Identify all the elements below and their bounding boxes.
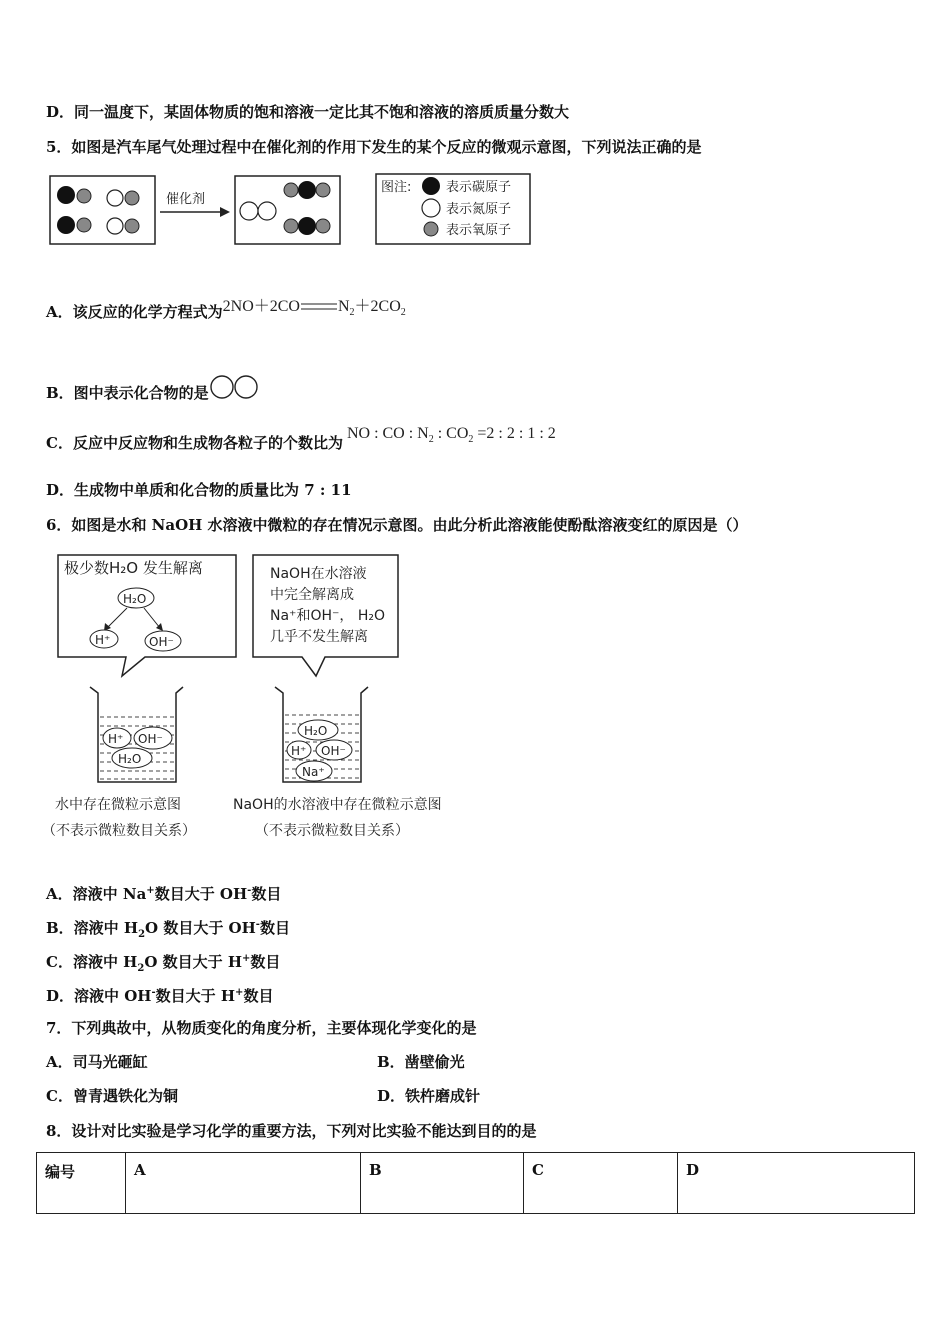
text: O 数目大于 OH [145,919,256,937]
co-molecule [57,216,91,234]
caption-naoh: NaOH的水溶液中存在微粒示意图 [233,797,442,813]
beaker1-h: H⁺ [108,732,124,746]
sup: - [247,885,252,896]
header-d: D [678,1153,915,1214]
q5-option-d: D．生成物中单质和化合物的质量比为 7 : 11 [46,481,352,499]
bubble1-h2o: H₂O [123,592,147,606]
bubble2-line4: 几乎不发生解离 [270,629,368,645]
header-b: B [361,1153,524,1214]
equation-left: 2NO＋2CO [222,298,300,315]
beaker-water [90,687,183,782]
nitrogen-atom-icon [422,199,440,217]
bubble1-h: H⁺ [95,633,111,647]
text: A．溶液中 Na [46,885,147,903]
text: C．溶液中 H [46,953,138,971]
carbon-atom-icon [422,177,440,195]
q5-option-c [46,425,556,460]
sub: 2 [138,929,146,940]
co2-molecule [284,181,330,199]
q6-option-c [46,949,280,979]
q8-stem: 8．设计对比实验是学习化学的重要方法，下列对比实验不能达到目的的是 [46,1122,537,1140]
equation-n2-sub: 2 [349,307,355,319]
bubble2-line2: 中完全解离成 [270,587,354,603]
header-number: 编号 [37,1153,126,1214]
q7-option-a: A．司马光砸缸 [46,1053,148,1071]
ratio-part: : CO [433,425,469,442]
q6-particle-diagram [40,550,490,850]
q5-option-c-text: C．反应中反应物和生成物各粒子的个数比为 [46,434,343,452]
q5-stem: 5．如图是汽车尾气处理过程中在催化剂的作用下发生的某个反应的微观示意图，下列说法正确的是 [46,138,702,156]
ratio-sub: 2 [468,434,474,446]
beaker1-h2o: H₂O [118,752,142,766]
header-a: A [126,1153,361,1214]
q7-option-d: D．铁杵磨成针 [377,1087,481,1105]
beaker2-h: H⁺ [291,744,307,758]
beaker2-na: Na⁺ [302,765,325,779]
q5-option-b-text: B．图中表示化合物的是 [46,384,209,402]
bubble1-title: 极少数H₂O 发生解离 [64,559,203,577]
sup: + [146,885,155,896]
beaker2-oh: OH⁻ [321,744,346,758]
q4-option-d: D．同一温度下，某固体物质的饱和溶液一定比其不饱和溶液的溶质质量分数大 [46,103,570,121]
ratio-part: NO : CO : N [346,425,429,442]
oxygen-atom-icon [424,222,438,236]
text: 数目 [250,953,281,971]
text: 数目大于 H [155,987,236,1005]
text: 数目 [243,987,274,1005]
q8-table [36,1152,915,1214]
caption-water-note: （不表示微粒数目关系） [42,823,196,839]
q5-option-b [46,374,261,403]
q5-option-a [46,298,406,329]
q5-reaction-diagram [48,172,538,248]
q6-option-a [46,881,281,904]
text: D．溶液中 OH [46,987,152,1005]
n2-molecule [240,202,276,220]
table-header-row [37,1153,915,1214]
equation-co2-sub: 2 [400,307,406,319]
caption-water: 水中存在微粒示意图 [55,797,181,813]
co2-molecule [284,217,330,235]
q5-option-a-text: A．该反应的化学方程式为 [46,303,223,321]
sup: + [235,987,244,998]
equation-n2: N [337,298,350,315]
text: B．溶液中 H [46,919,139,937]
text: 数目 [251,885,282,903]
bubble1-oh: OH⁻ [149,635,174,649]
ratio-part: =2 : 2 : 1 : 2 [473,425,556,442]
no-molecule [107,218,139,234]
sup: + [242,953,251,964]
catalyst-label: 催化剂 [166,192,206,207]
text: 数目大于 OH [154,885,248,903]
no-molecule [107,190,139,206]
legend-oxygen: 表示氧原子 [446,223,512,238]
q7-option-b: B．凿壁偷光 [377,1053,465,1071]
caption-naoh-note: （不表示微粒数目关系） [255,823,409,839]
equals-sign-icon [300,302,338,312]
ratio-sub: 2 [428,434,434,446]
q5-equation [222,298,406,319]
text: O 数目大于 H [144,953,242,971]
q6-stem: 6．如图是水和 NaOH 水溶液中微粒的存在情况示意图。由此分析此溶液能使酚酞溶液变红的原因是（） [46,516,748,534]
text: 数目 [259,919,290,937]
q7-option-c: C．曾青遇铁化为铜 [46,1087,178,1105]
sup: - [151,987,156,998]
beaker2-h2o: H₂O [304,724,328,738]
legend-title: 图注: [381,180,412,195]
q6-option-d [46,983,273,1006]
q6-option-b [46,915,290,945]
header-c: C [524,1153,678,1214]
q5-ratio [346,425,556,446]
n2-molecule-icon [209,374,261,402]
legend-carbon: 表示碳原子 [446,180,512,195]
sup: - [255,919,260,930]
equation-co2: ＋2CO [354,298,401,315]
bubble2-line1: NaOH在水溶液 [270,566,367,582]
bubble2-line3: Na⁺和OH⁻， H₂O [270,608,385,624]
beaker1-oh: OH⁻ [138,732,163,746]
co-molecule [57,186,91,204]
sub: 2 [137,963,145,974]
q7-stem: 7．下列典故中，从物质变化的角度分析，主要体现化学变化的是 [46,1019,477,1037]
beaker-naoh [275,687,368,782]
legend-nitrogen: 表示氮原子 [446,202,512,217]
